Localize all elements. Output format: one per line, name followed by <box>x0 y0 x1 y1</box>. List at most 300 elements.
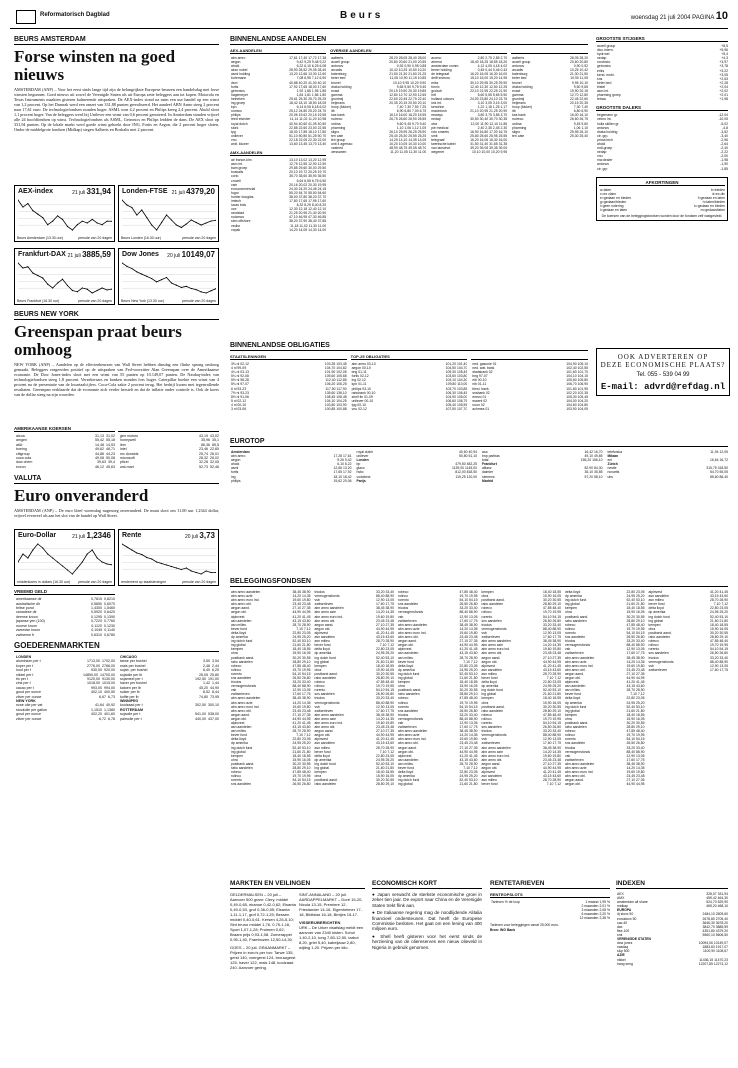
row-value: 6,75 <box>419 109 427 114</box>
row-label: philips 03-10 <box>351 386 371 391</box>
row-value: 54,15 <box>469 704 478 709</box>
row-value: 19,95 <box>636 626 645 631</box>
row-value: 1,4300 <box>91 606 102 611</box>
row-value: -1,98 <box>720 158 728 163</box>
row-value: 7,12 <box>387 749 394 754</box>
row-value: 25,20 <box>302 741 311 746</box>
row-label: grontmij <box>512 96 525 101</box>
row-value: 19,60 <box>626 770 635 775</box>
commodities <box>14 655 219 721</box>
row-value: 318,50 <box>717 466 728 471</box>
fund-table <box>397 590 478 787</box>
row-value: 88,90 <box>385 594 394 599</box>
row-value: 33,20 <box>459 606 468 611</box>
fund-table <box>648 590 729 787</box>
row-label: abn amro aandelen <box>565 655 595 660</box>
row-label: koper per t <box>16 663 34 668</box>
row-label: robeco <box>481 712 492 717</box>
row-label: ing global <box>314 659 330 664</box>
row-value: 46,95 <box>298 215 308 220</box>
row-label: abn amro obl. <box>398 741 419 746</box>
row-label: bever fund <box>481 675 498 680</box>
row-value: 21,80 <box>302 643 311 648</box>
row-value: 37,85 <box>317 219 327 224</box>
abbreviations-note: De koersen van de beleggingsfondsen worden door de fondsen zelf vastgesteld. <box>601 214 723 219</box>
row-label: hitt <box>431 92 436 97</box>
row-value: 10,20 <box>410 80 419 85</box>
row-value: 5,55 <box>485 92 492 97</box>
chart-footnote: Beurs Londen (16.30 uur) <box>121 236 161 240</box>
row-value: 23,48 <box>302 602 311 607</box>
row-value: 23,45 <box>292 708 301 713</box>
row-value: 9,50 <box>404 84 411 89</box>
row-label: abn amro <box>231 56 246 60</box>
currency-table <box>14 597 115 637</box>
row-label: sns aandelen <box>565 741 586 746</box>
row-value: 13,05 <box>385 704 394 709</box>
row-label: Tarieven % de loop <box>491 900 520 904</box>
row-value: 30,20 <box>543 704 552 709</box>
row-value: 818,50 <box>466 470 477 475</box>
row-label: sns aandelen <box>398 602 419 607</box>
data-point <box>82 562 83 563</box>
row-value: 38,90 <box>385 606 394 611</box>
data-point <box>126 266 127 267</box>
row-value: 2505,60 <box>715 912 728 917</box>
row-label: itb <box>331 109 335 114</box>
row-value: 1,1510 <box>91 707 102 712</box>
row-value: 14,00 <box>317 227 327 232</box>
row-value: 37,70 <box>317 194 327 199</box>
row-value: 54,10 <box>710 647 719 652</box>
data-point <box>161 222 162 223</box>
row-label: stookolie per gallon <box>16 707 47 712</box>
row-label: ahold <box>231 462 240 467</box>
row-value: 106,20 <box>324 382 336 387</box>
row-value: 33,20 <box>292 680 301 685</box>
row-value: 23,45 <box>543 651 552 656</box>
row-value: 24,00 <box>470 96 479 101</box>
row-label: rabo aandelen <box>398 692 420 697</box>
row-value: 4351,80 <box>702 928 715 933</box>
fund-table <box>230 590 311 787</box>
data-point <box>171 282 172 283</box>
row-label: ing dutch fund <box>481 688 503 693</box>
row-value: 1018,00 <box>87 681 100 686</box>
row-label: delta lloyd <box>398 770 414 775</box>
row-label: vermogensfonds <box>565 643 591 648</box>
table-row <box>490 916 610 920</box>
row-label: gamma <box>331 92 343 97</box>
row-value: 40,60 <box>298 121 308 126</box>
row-value: 44,90 <box>459 643 468 648</box>
row-value: 18,10 <box>308 129 317 134</box>
data-point <box>87 289 88 290</box>
row-value: 28,90 <box>289 68 298 73</box>
row-value: 16,05 <box>479 72 489 77</box>
abbreviations-box <box>596 177 728 222</box>
row-label: zwitserleven <box>565 757 584 762</box>
row-value: 37,80 <box>298 194 308 199</box>
row-label: exact <box>331 88 340 93</box>
row-value: 7,08 <box>296 76 304 81</box>
page-header <box>10 6 728 29</box>
row-value: 3 maanden <box>581 908 599 913</box>
market-report: SINT-ANNALAND – 20 juli. AARDAPPELMARKT – Doré 15-20, Nicola 13-15, Premiere 12, Frieslander 14-16, Eigenheimer 17-18, Bildtstar 16-18, Bintjes 15-17. <box>299 892 363 917</box>
row-value: 25,60 <box>479 133 489 138</box>
row-value: 22,45 <box>570 96 579 101</box>
row-value: 43,60 <box>302 618 311 623</box>
row-value: 26,55 <box>417 117 427 122</box>
row-label: royal dutch <box>356 450 374 454</box>
row-value: 38,45 <box>459 729 468 734</box>
row-value: 19,60 <box>459 630 468 635</box>
row-label: ahold <box>231 64 240 69</box>
row-label: bever fund <box>398 659 415 664</box>
data-point <box>97 222 98 223</box>
data-point <box>87 554 88 555</box>
row-value: 25,20 <box>469 774 478 779</box>
row-value: 11,30 <box>308 223 317 228</box>
row-value: 41,45 <box>385 737 394 742</box>
row-value: 13,05 <box>552 737 561 742</box>
row-value: 33,40 <box>385 590 394 594</box>
row-value: 17,28 <box>333 454 342 459</box>
row-value: 16,70 <box>594 450 603 454</box>
row-value: 26,80 <box>552 618 561 623</box>
row-value: 16,30 <box>489 137 498 142</box>
row-label: triodos <box>398 606 409 611</box>
row-value: 6 maanden <box>581 912 599 917</box>
row-value: 54,15 <box>719 647 728 652</box>
chart-plot <box>122 261 216 295</box>
row-label: ing global <box>648 618 664 623</box>
row-label: kempen <box>481 590 494 594</box>
row-label: aegon aand. <box>565 671 584 676</box>
row-label: beter bed <box>512 76 527 81</box>
row-value: 9,42 <box>344 458 352 463</box>
row-value: 20,15 <box>570 101 579 106</box>
table-row <box>14 717 115 721</box>
row-value: 22,60 <box>298 125 308 130</box>
row-value: 104,05 <box>577 407 588 412</box>
row-label: rolinco <box>648 643 659 648</box>
row-value: 16,00 <box>398 113 408 118</box>
row-value: 17,60 <box>459 618 468 623</box>
row-label: wolt. kluwer <box>231 141 249 146</box>
row-value: 17,61 <box>343 454 352 459</box>
article-body: NEW YORK (ANP) – Aandelen op de effectenbeurzen van Wall Street hebben dinsdag een flinke sprong omhoog gemaakt. Beleggers reageerden positief op de uitspraken van Fed-voorzitter Alan Greenspan over de Amerikaanse economie. De Dow Jones-index sloot met een winst van 55 punten op 10.149,07 punten. De Nasdaq-index van technologiefondsen steeg 1,8 procent. Verzekeraars en banken stonden fors hoger. Caterpillar boekte een winst van 4 procent na de presentatie van de kwartaalcijfers. Coca-Cola zakte 2 procent terug. Het bedrijf kwam met tegenvallende resultaten. Greenspan verklaarde dat de economie zich verder herstelt en dat de inflatie onder controle is. Ook de koers van de dollar steeg na zijn woorden. <box>14 362 219 397</box>
eurotop-table <box>356 450 478 483</box>
row-value: 53,10 <box>385 761 394 766</box>
row-label: zwitserleven <box>481 741 501 746</box>
row-value: 6,67 <box>99 694 106 699</box>
row-value: 53,10 <box>469 778 478 783</box>
row-label: roodmicr. <box>597 60 611 65</box>
data-point <box>181 227 182 228</box>
commodity-table <box>14 655 115 721</box>
row-value: 28,70 <box>292 729 301 734</box>
domestic-bonds <box>230 342 588 411</box>
row-value: 9,95 <box>402 80 410 85</box>
row-value: 48,40 <box>552 606 561 611</box>
row-value: 35,85 <box>594 470 603 475</box>
row-label: l=gedaan en laten <box>600 208 628 213</box>
row-value: 103,90 <box>336 402 347 407</box>
row-value: 52,40 <box>376 655 385 660</box>
row-value: 41,45 <box>636 680 645 685</box>
row-label: bam groep <box>231 166 248 171</box>
market-report: URK – De Urker visafslag meldt een aanvoer van 2340 kisten. Schol 1,40-2,10, tong 7,80-12,50, tarbot 8,20, griet 5,40, kabeljauw 2,80, wijting 1,20. Prijzen per kilo. <box>299 925 364 950</box>
row-value: 3,75 <box>485 113 492 118</box>
row-label: ned. wat. bank <box>472 366 495 371</box>
row-label: zwitserleven <box>231 692 250 697</box>
row-label: kempen <box>231 647 244 652</box>
row-label: tarwe per bushel <box>120 659 147 664</box>
row-value: 13,20 <box>308 158 317 163</box>
row-value: 106,60 <box>445 398 456 403</box>
row-value: 30,20 <box>292 761 301 766</box>
row-label: postbank aand. <box>565 614 589 619</box>
headline: Forse winsten na goed nieuws <box>14 47 176 84</box>
row-label: dp amerika <box>648 610 666 615</box>
row-value: 17,60 <box>543 741 552 746</box>
row-value: 14,05 <box>417 137 427 142</box>
table-row <box>607 475 729 479</box>
row-value: 16,90 <box>470 129 479 134</box>
row-value: 26,80 <box>636 635 645 640</box>
row-label: hunter douglas <box>231 194 254 199</box>
row-value: 30,00 <box>308 166 317 171</box>
row-value: 10,42 <box>579 68 588 73</box>
row-label: alpinvest <box>648 590 662 594</box>
table-row <box>430 150 507 154</box>
row-value: 19,60 <box>376 721 385 725</box>
row-value: 22,80 <box>626 696 635 701</box>
row-value: 21,60 <box>459 675 468 680</box>
row-label: sligro <box>512 129 521 134</box>
row-value: 8,20 <box>319 203 327 208</box>
row-value: 9,42 <box>296 60 304 65</box>
row-value: 2766,00 <box>102 663 115 668</box>
row-value: 21,80 <box>385 766 394 771</box>
data-point <box>32 210 33 211</box>
row-value: 88,40 <box>376 700 385 705</box>
row-value: 29,05 <box>308 68 317 73</box>
row-label: rorento <box>314 688 326 693</box>
row-value: 101,60 <box>566 370 577 375</box>
row-label: zilver per ounce <box>16 716 42 721</box>
row-value: 19,85 <box>417 88 427 93</box>
row-label: triodos <box>481 622 492 627</box>
row-label: abn amro aandelen <box>231 696 261 701</box>
row-label: suiker per lb <box>120 690 140 695</box>
row-value: 0,6780 <box>104 632 115 637</box>
row-value: +5,4 <box>721 52 728 57</box>
row-value: 54,10 <box>543 614 552 619</box>
row-value: 0,1230 <box>104 623 115 628</box>
data-point <box>206 571 207 572</box>
row-label: abn amro euro ind. <box>314 721 343 725</box>
data-point <box>161 563 162 564</box>
row-label: rolinco <box>481 610 492 615</box>
row-label: aegon aand. <box>314 729 334 734</box>
row-value: 12,10 <box>489 121 498 126</box>
row-value: 17,60 <box>376 602 385 607</box>
row-label: aegon obl. <box>565 675 581 680</box>
row-value: 3,15 <box>492 101 500 106</box>
paper-name: Reformatorisch Dagblad <box>40 12 110 18</box>
data-point <box>146 276 147 277</box>
row-value: 43,15 <box>543 667 552 672</box>
row-value: 40,94 <box>289 121 298 126</box>
row-label: abn amro 03-13 <box>351 362 376 366</box>
chart-title: AEX-index <box>18 188 54 195</box>
row-value: 1,06 <box>404 125 411 130</box>
row-value: 43,15 <box>292 618 301 623</box>
row-value: 105,68 <box>336 374 347 379</box>
row-value: 35,70 <box>289 174 298 179</box>
row-value: 1,81 <box>304 92 311 97</box>
row-value: 25,80 <box>210 672 219 677</box>
row-value: 33,40 <box>302 680 311 685</box>
row-value: 29,10 <box>469 692 478 697</box>
row-label: draka holding <box>331 84 352 89</box>
row-value: 1015,00 <box>102 681 115 686</box>
table-row <box>471 407 588 411</box>
row-value: 2 maanden <box>581 904 599 909</box>
row-label: fortis 02-12 <box>351 374 369 379</box>
row-value: 44,90 <box>543 766 552 771</box>
row-value: 0,92 <box>396 64 404 69</box>
row-label: abn amro azie <box>398 733 420 738</box>
row-value: 38,45 <box>626 761 635 766</box>
table-title: GROOTSTE STIJGERS <box>596 36 728 42</box>
row-value: 28,20 <box>579 56 588 60</box>
row-value: 38,90 <box>552 745 561 750</box>
row-value: 88,40 <box>543 626 552 631</box>
row-value: 18,10 <box>298 101 308 106</box>
row-value: 18,55 <box>552 696 561 701</box>
row-value: 24,95 <box>710 610 719 615</box>
row-label: ing dutch fund <box>648 614 670 619</box>
row-label: honeywell <box>120 438 136 443</box>
row-value: 400,50 <box>104 690 115 695</box>
row-value: 23,05 <box>719 606 728 611</box>
row-value: 85,5 <box>212 442 219 447</box>
row-label: unilever <box>356 454 369 459</box>
row-label: robeco <box>565 622 576 627</box>
row-label: g=gedaan/bieden <box>600 199 627 204</box>
row-value: 100,88 <box>336 407 347 412</box>
advertisement <box>596 348 730 396</box>
row-label: nasdaq <box>617 945 629 950</box>
row-value: 14,35 <box>302 594 311 599</box>
row-value: 16,42 <box>584 450 593 454</box>
row-value: 17,00 <box>489 129 498 134</box>
table-row <box>596 167 728 171</box>
row-value: 24,95 <box>292 741 301 746</box>
row-value: 54,10 <box>626 737 635 742</box>
row-label: sns <box>597 76 603 81</box>
row-label: tpg <box>231 129 236 134</box>
row-value: 21,30 <box>398 72 408 77</box>
row-value: 54,70 <box>710 470 719 475</box>
row-value: 22,55 <box>317 125 327 130</box>
row-value: 22,18 <box>289 137 298 142</box>
row-value: 16,80 <box>479 129 489 134</box>
row-label: alcoa <box>16 434 25 438</box>
row-label: accell group <box>512 60 531 65</box>
row-value: 38,90 <box>636 761 645 766</box>
row-value: 30,35 <box>498 117 508 122</box>
row-label: vermogensfonds <box>565 749 591 754</box>
row-value: 12,05 <box>719 450 728 454</box>
row-value: 17,65 <box>298 199 308 203</box>
row-value: 20,02 <box>298 182 308 187</box>
row-value: 53,10 <box>302 745 311 750</box>
chart-period: periode van 20 dagen <box>78 236 112 240</box>
row-value: 33,40 <box>636 639 645 644</box>
row-label: cac-40 <box>617 920 628 925</box>
row-label: rabo aandelen <box>565 618 587 623</box>
row-label: allianz <box>482 466 492 471</box>
row-value: 21,95 <box>479 88 489 93</box>
row-value: -2,22 <box>720 150 728 155</box>
row-value: 17,80 <box>289 199 298 203</box>
row-value: 28,80 <box>292 766 301 771</box>
row-value: 29,10 <box>552 602 561 607</box>
data-point <box>82 221 83 222</box>
row-value: 26,80 <box>302 782 311 787</box>
row-label: mw.dealer <box>597 158 613 163</box>
row-label: 4¼ nl 03-13 <box>231 370 249 375</box>
row-label: vsb <box>398 721 404 725</box>
row-value: 7,10 <box>463 766 470 771</box>
headline: Euro onveranderd <box>14 486 149 506</box>
row-value: 29,10 <box>636 725 645 730</box>
row-label: triodos <box>231 680 242 685</box>
row-value: 33,20 <box>543 729 552 734</box>
row-value: 328,07 <box>706 892 717 896</box>
row-label: postbank aand. <box>565 721 589 725</box>
row-value: 9,22 <box>319 60 327 65</box>
table-row <box>648 668 729 672</box>
row-value: 28,70 <box>710 598 719 603</box>
row-value: 43,15 <box>376 635 385 640</box>
row-label: ing groep <box>231 101 246 106</box>
row-value: 22,30 <box>308 137 317 142</box>
row-label: aegon obl. <box>565 782 581 787</box>
row-value: 20,35 <box>579 101 588 106</box>
row-value: 47,85 <box>543 712 552 717</box>
row-value: 18,55 <box>469 680 478 685</box>
row-value: 26,60 <box>570 117 579 122</box>
row-value: 30,55 <box>636 721 645 725</box>
row-value: 13,40 <box>317 141 327 146</box>
row-value: 33,40 <box>385 696 394 701</box>
row-label: nib 01-11 <box>472 382 487 387</box>
row-value: 7,40 <box>581 105 588 110</box>
row-label: haver per bushel <box>120 681 147 686</box>
movers-column <box>596 36 728 221</box>
row-value: 10,30 <box>408 141 417 146</box>
row-value: 1883,83 <box>702 945 715 950</box>
chart-period: periode van 20 dagen <box>78 580 112 585</box>
data-point <box>141 274 142 275</box>
share-table <box>430 56 507 154</box>
row-value: 27,10 <box>376 729 385 734</box>
